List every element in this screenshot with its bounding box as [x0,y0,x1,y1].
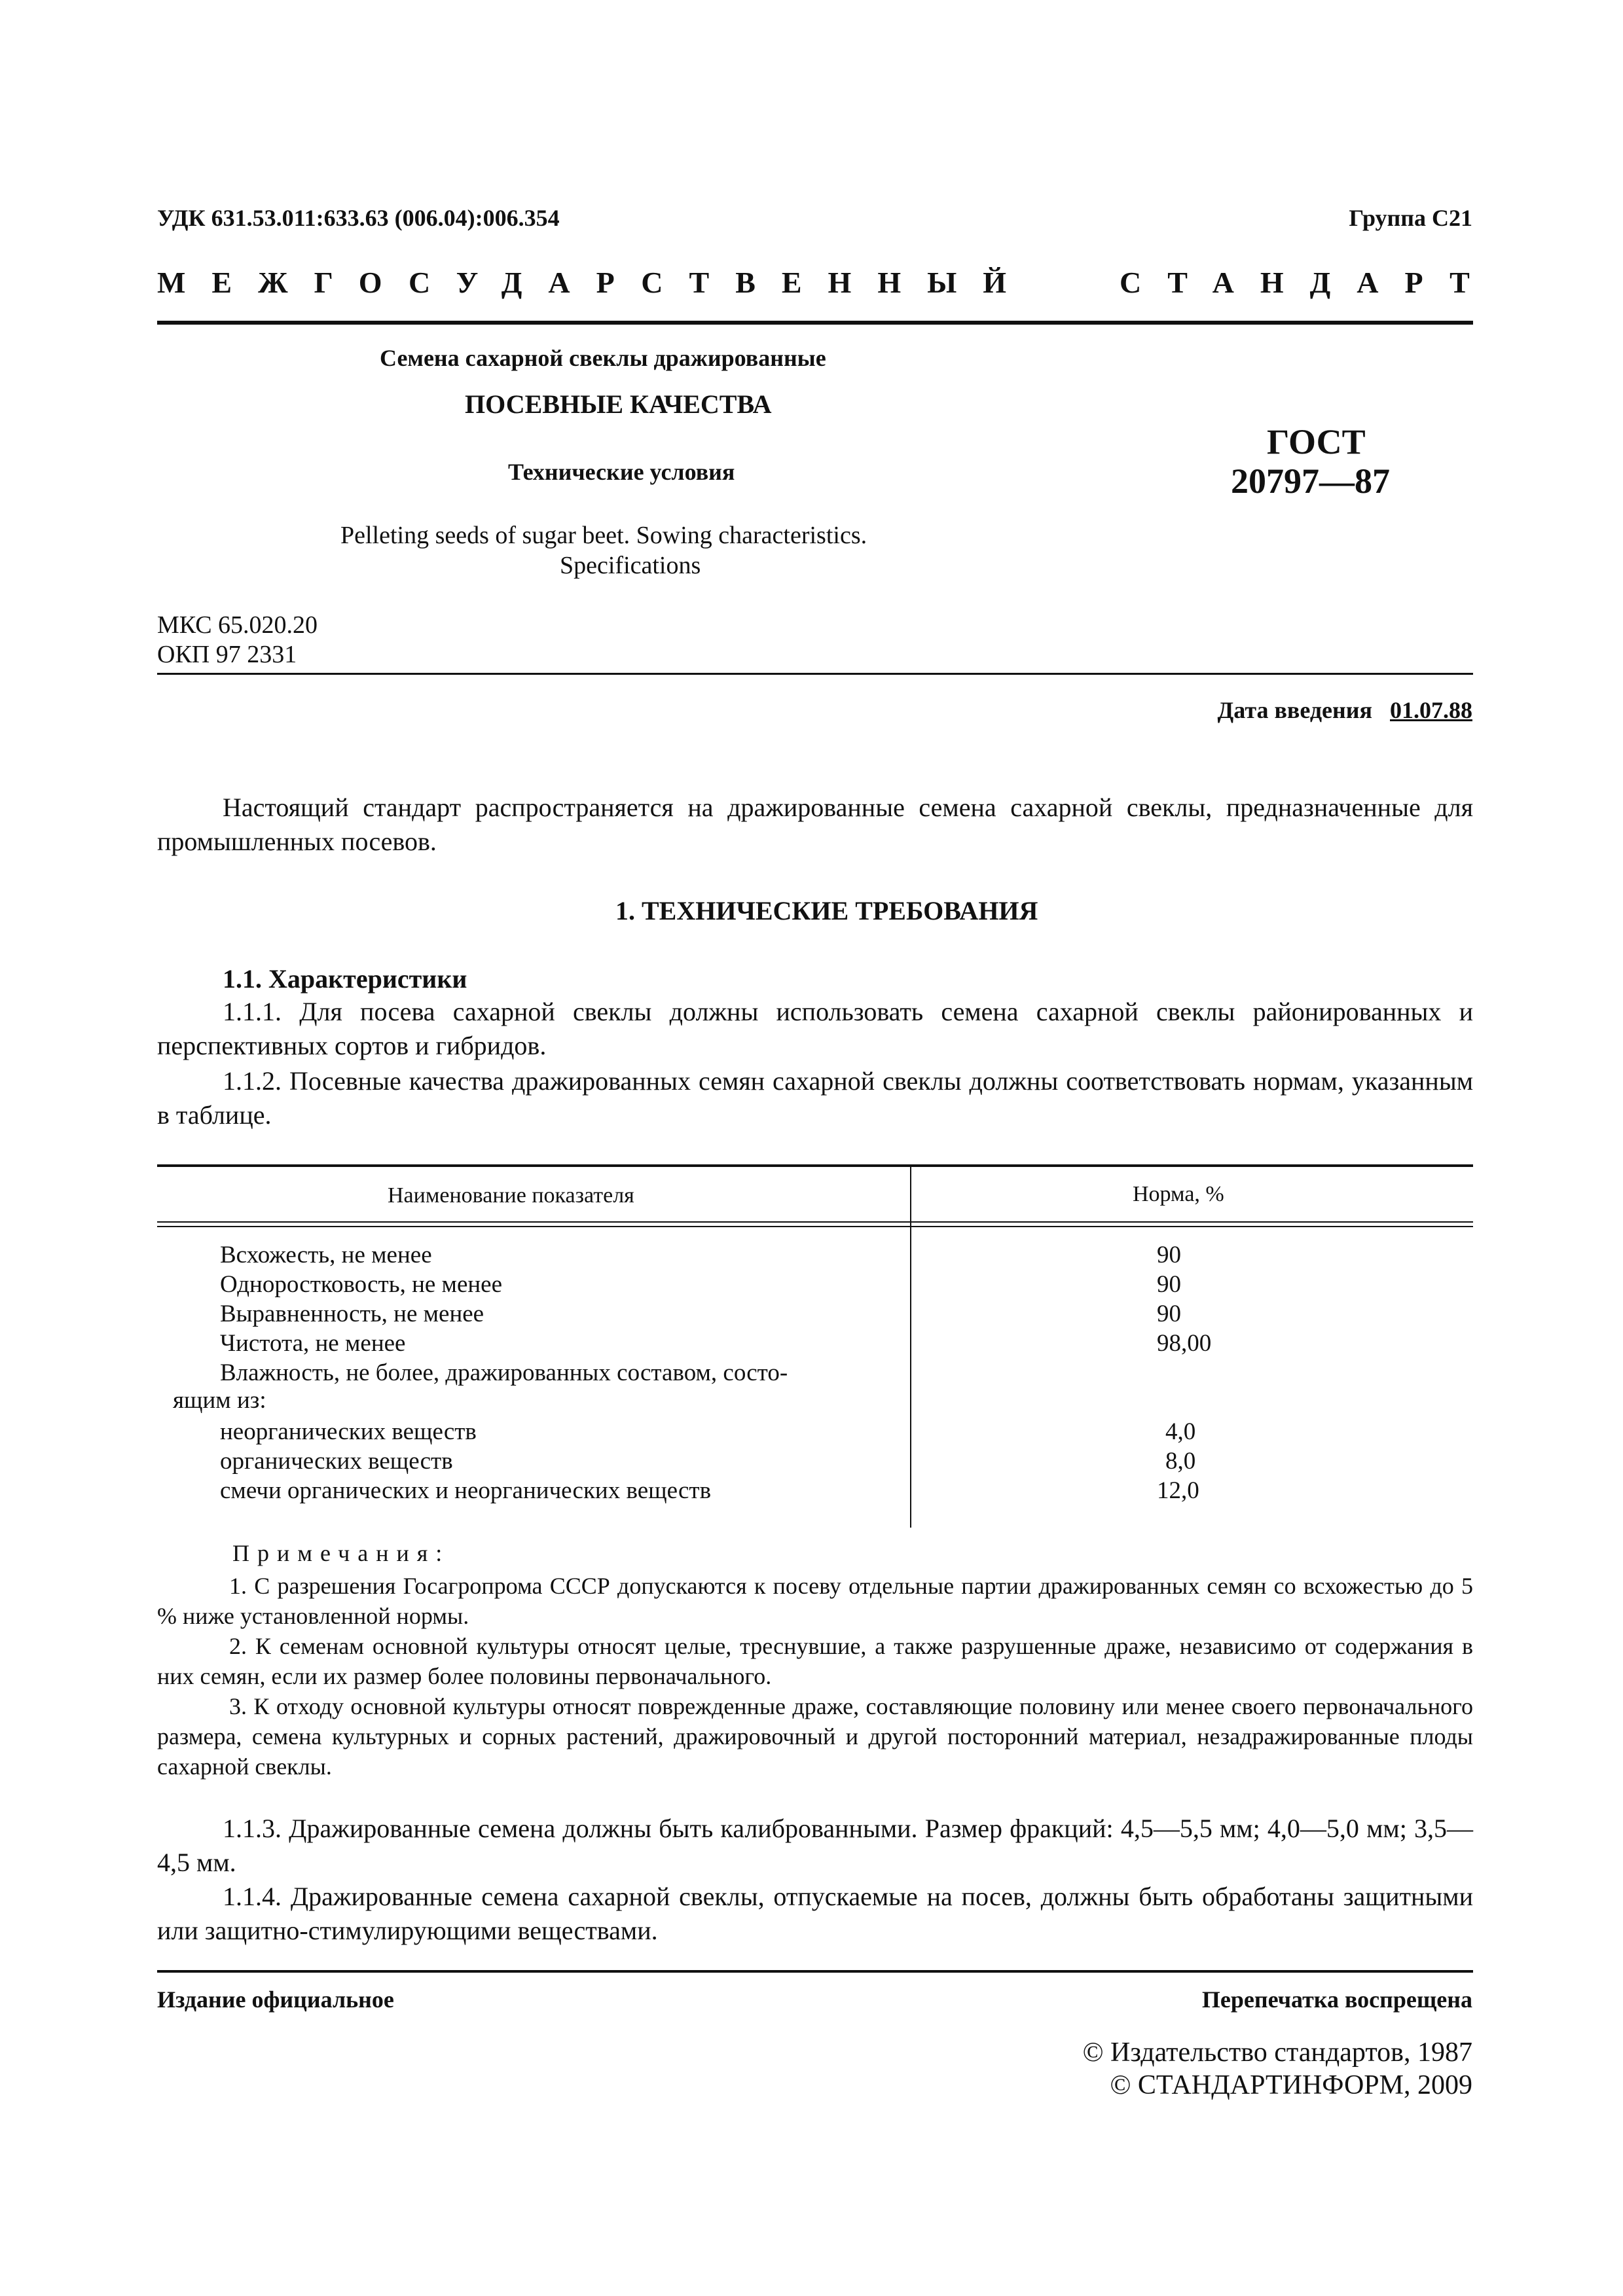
table-row-value: 90 [1157,1242,1181,1268]
title-line-3: Технические условия [508,459,735,485]
title-line-2: ПОСЕВНЫЕ КАЧЕСТВА [465,389,772,419]
introduction-date [1218,696,1473,724]
title-line-1: Семена сахарной свеклы дражированные [380,345,826,371]
paragraph-1-1-3: 1.1.3. Дражированные семена должны быть калиброванными. Размер фракций: 4,5—5,5 мм; 4,0—5,0 мм; 3,5—4,5 мм. [157,1814,1473,1877]
english-title-2: Specifications [560,552,701,579]
english-title-1: Pelleting seeds of sugar beet. Sowing characteristics. [340,522,867,549]
mks-code: МКС 65.020.20 [157,611,318,639]
copyright-2009: © СТАНДАРТИНФОРМ, 2009 [1110,2070,1472,2100]
sub-heading: 1.1. Характеристики [223,964,467,994]
table-row-name: смечи органических и неорганических веществ [220,1477,712,1504]
table-row-name: Одноростковость, не менее [220,1271,503,1298]
header-rule [157,321,1473,325]
note-1: 1. С разрешения Госагропрома СССР допускаются к посеву отдельные партии дражированных семян со всхожестью до 5 % ниже установленной нормы. [157,1573,1473,1629]
table-header-rule-1 [157,1221,1473,1223]
table-row-value: 8,0 [1165,1448,1196,1475]
table-row-name: Выравненность, не менее [220,1300,484,1327]
banner-interstate: МЕЖГОСУДАРСТВЕННЫЙ [157,266,1033,299]
table-row-name: органических веществ [220,1448,453,1475]
table-row-name: ящим из: [173,1387,266,1414]
codes-rule [157,673,1473,675]
note-2: 2. К семенам основной культуры относят целые, треснувшие, а также разрушенные драже, независимо от содержания в них семян, если их размер более половины первоначального. [157,1633,1473,1689]
table-row-value: 90 [1157,1300,1181,1327]
section-heading: 1. ТЕХНИЧЕСКИЕ ТРЕБОВАНИЯ [615,896,1038,925]
note-3: 3. К отходу основной культуры относят поврежденные драже, составляющие половину или менее своего первоначального размера, семена культурных и сорных растений, дражировочный и другой посторонний материал, незадражированные плоды сахарной свеклы. [157,1693,1473,1780]
gost-number: 20797—87 [1231,461,1390,501]
table-row-value: 12,0 [1157,1477,1199,1504]
okp-code: ОКП 97 2331 [157,641,297,668]
table-row-value: 90 [1157,1271,1181,1298]
table-row-name: Всхожесть, не менее [220,1242,432,1268]
notes-heading: Примечания: [232,1540,450,1566]
table-header-norm: Норма, % [1133,1182,1224,1206]
paragraph-1-1-2: 1.1.2. Посевные качества дражированных семян сахарной свеклы должны соответствовать нормам, указанным в таблице. [157,1066,1473,1130]
table-row-value: 4,0 [1165,1418,1196,1445]
table-row-value: 98,00 [1157,1330,1212,1357]
table-header-rule-2 [157,1226,1473,1227]
banner-standard: СТАНДАРТ [1120,266,1496,299]
reprint-prohibited: Перепечатка воспрещена [1201,1986,1472,2013]
footer-rule [157,1970,1473,1973]
table-top-rule [157,1164,1473,1167]
udk-code: УДК 631.53.011:633.63 (006.04):006.354 [157,205,560,231]
table-column-divider [910,1164,911,1528]
official-edition: Издание официальное [157,1986,394,2013]
paragraph-1-1-4: 1.1.4. Дражированные семена сахарной свеклы, отпускаемые на посев, должны быть обработаны защитными или защитно-стимулирующими веществами. [157,1882,1473,1945]
gost-label: ГОСТ [1267,422,1366,461]
table-header-name: Наименование показателя [388,1183,634,1208]
group-code: Группа С21 [1349,205,1472,231]
copyright-1987: © Издательство стандартов, 1987 [1082,2037,1472,2068]
date-label: Дата введения [1217,697,1372,723]
table-row-name: Влажность, не более, дражированных составом, состо- [220,1359,788,1386]
paragraph-1-1-1: 1.1.1. Для посева сахарной свеклы должны использовать семена сахарной свеклы районированных и перспективных сортов и гибридов. [157,997,1473,1060]
date-value: 01.07.88 [1390,697,1472,723]
intro-paragraph: Настоящий стандарт распространяется на дражированные семена сахарной свеклы, предназначенные для промышленных посевов. [157,793,1473,856]
table-row-name: неорганических веществ [220,1418,477,1445]
table-row-name: Чистота, не менее [220,1330,406,1357]
